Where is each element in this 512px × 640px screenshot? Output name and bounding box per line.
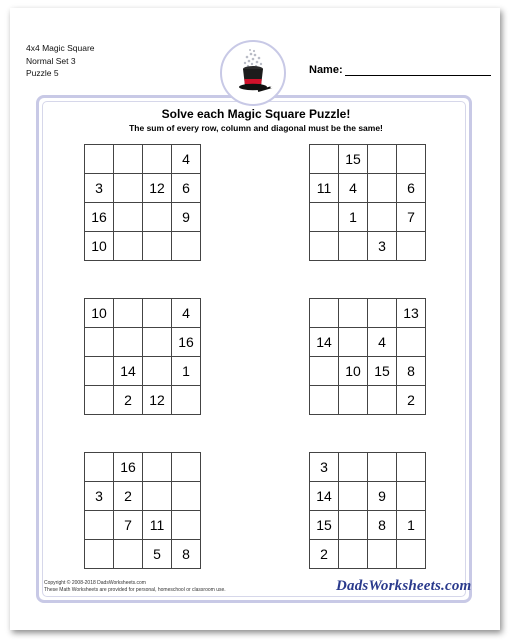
square-cell[interactable] [397,145,426,174]
square-cell: 3 [85,482,114,511]
square-cell: 2 [114,482,143,511]
square-cell: 8 [172,540,201,569]
square-cell[interactable] [85,357,114,386]
square-cell[interactable] [339,540,368,569]
square-cell[interactable] [339,386,368,415]
square-cell[interactable] [397,540,426,569]
square-cell: 10 [85,232,114,261]
square-cell[interactable] [85,453,114,482]
top-hat-icon [220,40,286,106]
square-cell: 16 [172,328,201,357]
brand-logo: DadsWorksheets.com [336,578,472,594]
magic-square-1 [84,144,201,261]
square-cell: 6 [172,174,201,203]
square-cell: 3 [310,453,339,482]
square-cell[interactable] [85,386,114,415]
square-cell[interactable] [310,232,339,261]
square-cell[interactable] [143,328,172,357]
square-cell[interactable] [143,453,172,482]
worksheet-info [26,42,95,80]
square-cell: 6 [397,174,426,203]
square-cell[interactable] [143,203,172,232]
square-cell: 13 [397,299,426,328]
square-cell[interactable] [114,328,143,357]
square-cell: 4 [339,174,368,203]
square-cell: 2 [310,540,339,569]
square-cell[interactable] [114,540,143,569]
square-cell: 4 [172,299,201,328]
square-cell[interactable] [368,174,397,203]
square-cell[interactable] [397,453,426,482]
footer-note: These Math Worksheets are provided for personal, homeschool or classroom use. [44,587,226,593]
square-cell: 12 [143,174,172,203]
square-cell: 16 [114,453,143,482]
square-cell: 15 [310,511,339,540]
magic-square-4 [309,298,426,415]
square-cell: 3 [368,232,397,261]
square-cell[interactable] [172,232,201,261]
square-cell: 9 [172,203,201,232]
square-cell[interactable] [339,299,368,328]
square-cell[interactable] [339,328,368,357]
square-cell[interactable] [143,357,172,386]
square-cell: 8 [397,357,426,386]
square-cell: 8 [368,511,397,540]
square-cell[interactable] [114,232,143,261]
square-cell[interactable] [368,299,397,328]
name-line[interactable] [345,64,491,76]
square-cell[interactable] [397,232,426,261]
square-cell[interactable] [339,232,368,261]
square-cell: 11 [310,174,339,203]
square-cell: 16 [85,203,114,232]
square-cell[interactable] [114,203,143,232]
square-cell: 5 [143,540,172,569]
square-cell[interactable] [172,511,201,540]
footer-copyright: Copyright © 2008-2018 DadsWorksheets.com [44,580,146,586]
page-title: Solve each Magic Square Puzzle! [161,107,351,121]
page-subtitle: The sum of every row, column and diagonal must be the same! [129,123,383,133]
square-cell: 1 [397,511,426,540]
square-cell: 2 [114,386,143,415]
square-cell: 12 [143,386,172,415]
square-cell: 7 [114,511,143,540]
square-cell[interactable] [143,145,172,174]
magic-square-5 [84,452,201,569]
square-cell: 4 [172,145,201,174]
square-cell[interactable] [368,203,397,232]
square-cell[interactable] [310,386,339,415]
square-cell[interactable] [397,482,426,511]
magic-square-2 [309,144,426,261]
square-cell[interactable] [339,511,368,540]
square-cell[interactable] [368,145,397,174]
square-cell: 1 [172,357,201,386]
square-cell: 9 [368,482,397,511]
worksheet-puzzle-number: Puzzle 5 [26,68,59,78]
square-cell[interactable] [85,511,114,540]
square-cell: 2 [397,386,426,415]
square-cell: 15 [339,145,368,174]
square-cell[interactable] [310,203,339,232]
top-hat-svg [222,42,284,104]
square-cell[interactable] [397,328,426,357]
square-cell[interactable] [114,299,143,328]
square-cell: 11 [143,511,172,540]
square-cell[interactable] [143,482,172,511]
square-cell: 7 [397,203,426,232]
square-cell[interactable] [85,328,114,357]
magic-square-3 [84,298,201,415]
square-cell[interactable] [85,145,114,174]
square-cell: 10 [85,299,114,328]
square-cell[interactable] [85,540,114,569]
square-cell: 14 [114,357,143,386]
square-cell[interactable] [172,482,201,511]
square-cell[interactable] [368,453,397,482]
square-cell: 1 [339,203,368,232]
square-cell[interactable] [310,299,339,328]
square-cell[interactable] [368,540,397,569]
square-cell[interactable] [339,453,368,482]
worksheet-type: 4x4 Magic Square [26,43,95,53]
square-cell[interactable] [310,145,339,174]
worksheet-set: Normal Set 3 [26,55,76,66]
square-cell[interactable] [339,482,368,511]
square-cell[interactable] [172,386,201,415]
name-field [309,64,491,76]
footer-copyright-block [44,580,226,594]
square-cell: 4 [368,328,397,357]
square-cell: 15 [368,357,397,386]
name-label: Name: [309,64,343,76]
square-cell: 3 [85,174,114,203]
square-cell[interactable] [368,386,397,415]
square-cell[interactable] [114,174,143,203]
square-cell[interactable] [143,232,172,261]
square-cell[interactable] [310,357,339,386]
square-cell: 10 [339,357,368,386]
square-cell[interactable] [172,453,201,482]
square-cell: 14 [310,482,339,511]
square-cell[interactable] [143,299,172,328]
square-cell[interactable] [114,145,143,174]
square-cell: 14 [310,328,339,357]
magic-square-6 [309,452,426,569]
